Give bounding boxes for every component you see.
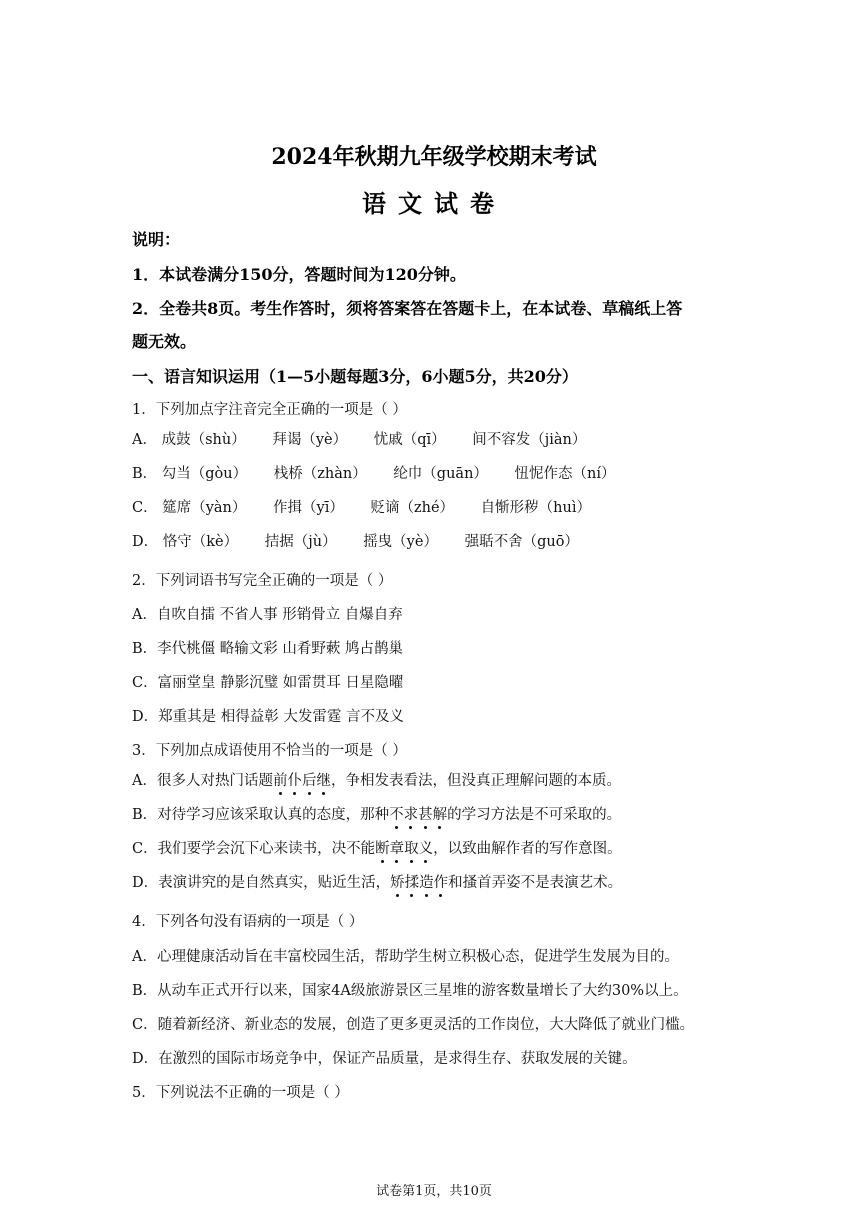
question-2-option-b: B．李代桃僵 略输文彩 山肴野蔌 鸠占鹊巢 xyxy=(132,641,403,657)
option-item: 成鼓（shù） xyxy=(161,432,246,448)
dotted-idiom xyxy=(273,773,331,789)
dotted-char: 继 xyxy=(316,773,331,789)
question-4-option-b: B．从动车正式开行以来，国家4A级旅游景区三星堆的游客数量增长了大约30%以上。 xyxy=(132,983,688,999)
dotted-char: 仆 xyxy=(287,773,302,789)
option-text: ，以致曲解作者的写作意图。 xyxy=(433,841,622,857)
option-text: ，争相发表看法，但没真正理解问题的本质。 xyxy=(330,773,621,789)
option-item: 筵席（yàn） xyxy=(162,500,247,516)
dotted-idiom xyxy=(390,875,448,891)
question-5-stem: 5．下列说法不正确的一项是（ ） xyxy=(132,1085,349,1101)
option-item: 拮据（jù） xyxy=(264,534,337,550)
option-text: 和搔首弄姿不是表演艺术。 xyxy=(448,875,623,891)
question-3-option-c xyxy=(132,837,622,858)
section-heading: 一、语言知识运用（1—5小题每题3分，6小题5分，共20分） xyxy=(132,367,578,386)
dotted-char: 求 xyxy=(403,807,419,823)
dotted-char: 义 xyxy=(418,841,434,857)
dotted-char: 不 xyxy=(389,807,404,823)
dotted-char: 揉 xyxy=(404,875,420,891)
question-4-option-a: A．心理健康活动旨在丰富校园生活，帮助学生树立积极心态，促进学生发展为目的。 xyxy=(132,949,679,965)
dotted-char: 取 xyxy=(404,841,419,857)
question-2-stem: 2．下列词语书写完全正确的一项是（ ） xyxy=(132,573,393,589)
option-text: A．很多人对热门话题 xyxy=(132,773,273,789)
option-item: 间不容发（jiàn） xyxy=(472,432,587,448)
question-2-option-d: D．郑重其是 相得益彰 大发雷霆 言不及义 xyxy=(132,709,404,725)
note-2-line-1: 2．全卷共8页。考生作答时，须将答案答在答题卡上，在本试卷、草稿纸上答 xyxy=(132,299,683,318)
option-item: 勾当（gòu） xyxy=(161,466,248,482)
notes-label: 说明： xyxy=(132,230,181,249)
option-item: 自惭形秽（huì） xyxy=(480,500,591,516)
dotted-char: 前 xyxy=(272,773,288,789)
dotted-idiom xyxy=(375,841,433,857)
option-text: D．表演讲究的是自然真实，贴近生活， xyxy=(132,875,391,891)
question-4-option-d: D．在激烈的国际市场竞争中，保证产品质量，是求得生存、获取发展的关键。 xyxy=(132,1051,637,1067)
option-item: 忧戚（qī） xyxy=(373,432,446,448)
option-letter: B． xyxy=(132,466,158,482)
question-3-option-a xyxy=(132,769,621,790)
question-3-option-b xyxy=(132,803,621,824)
question-1-stem: 1．下列加点字注音完全正确的一项是（ ） xyxy=(132,402,407,418)
note-1: 1．本试卷满分150分，答题时间为120分钟。 xyxy=(132,265,466,284)
question-3-stem: 3．下列加点成语使用不恰当的一项是（ ） xyxy=(132,743,407,759)
question-2-option-a: A．自吹自擂 不省人事 形销骨立 自爆自弃 xyxy=(132,607,403,623)
question-3-option-d xyxy=(132,871,622,892)
exam-title: 2024年秋期九年级学校期末考试 xyxy=(271,144,597,170)
option-item: 贬谪（zhé） xyxy=(370,500,455,516)
option-text: B．对待学习应该采取认真的态度，那种 xyxy=(132,807,390,823)
subject-title: 语文试卷 xyxy=(362,189,506,218)
option-text: 的学习方法是不可采取的。 xyxy=(447,807,622,823)
question-4-option-c: C．随着新经济、新业态的发展，创造了更多更灵活的工作岗位，大大降低了就业门槛。 xyxy=(132,1017,695,1033)
dotted-char: 后 xyxy=(301,773,317,789)
dotted-idiom xyxy=(389,807,447,823)
option-letter: C． xyxy=(132,500,158,516)
page-footer: 试卷第1页，共10页 xyxy=(376,1184,492,1199)
dotted-char: 甚 xyxy=(418,807,433,823)
question-1-option-a xyxy=(132,428,608,449)
option-item: 忸怩作态（ní） xyxy=(514,466,616,482)
dotted-char: 解 xyxy=(432,807,448,823)
option-item: 栈桥（zhàn） xyxy=(273,466,367,482)
option-item: 拜谒（yè） xyxy=(272,432,348,448)
note-2-line-2: 题无效。 xyxy=(132,332,197,351)
option-item: 纶巾（guān） xyxy=(393,466,488,482)
question-2-option-c: C．富丽堂皇 静影沉璧 如雷贯耳 日星隐曜 xyxy=(132,675,404,691)
dotted-char: 作 xyxy=(433,875,449,891)
option-item: 恪守（kè） xyxy=(162,534,239,550)
dotted-char: 造 xyxy=(419,875,434,891)
dotted-char: 章 xyxy=(389,841,405,857)
question-4-stem: 4．下列各句没有语病的一项是（ ） xyxy=(132,914,364,930)
option-letter: D． xyxy=(132,534,159,550)
question-1-option-c xyxy=(132,496,613,517)
question-1-option-d xyxy=(132,530,601,551)
option-item: 摇曳（yè） xyxy=(363,534,438,550)
option-letter: A． xyxy=(132,432,157,448)
dotted-char: 断 xyxy=(375,841,390,857)
option-item: 强聒不舍（guō） xyxy=(464,534,579,550)
question-1-option-b xyxy=(132,462,638,483)
option-item: 作揖（yī） xyxy=(273,500,344,516)
dotted-char: 矫 xyxy=(390,875,405,891)
option-text: C．我们要学会沉下心来读书，决不能 xyxy=(132,841,376,857)
